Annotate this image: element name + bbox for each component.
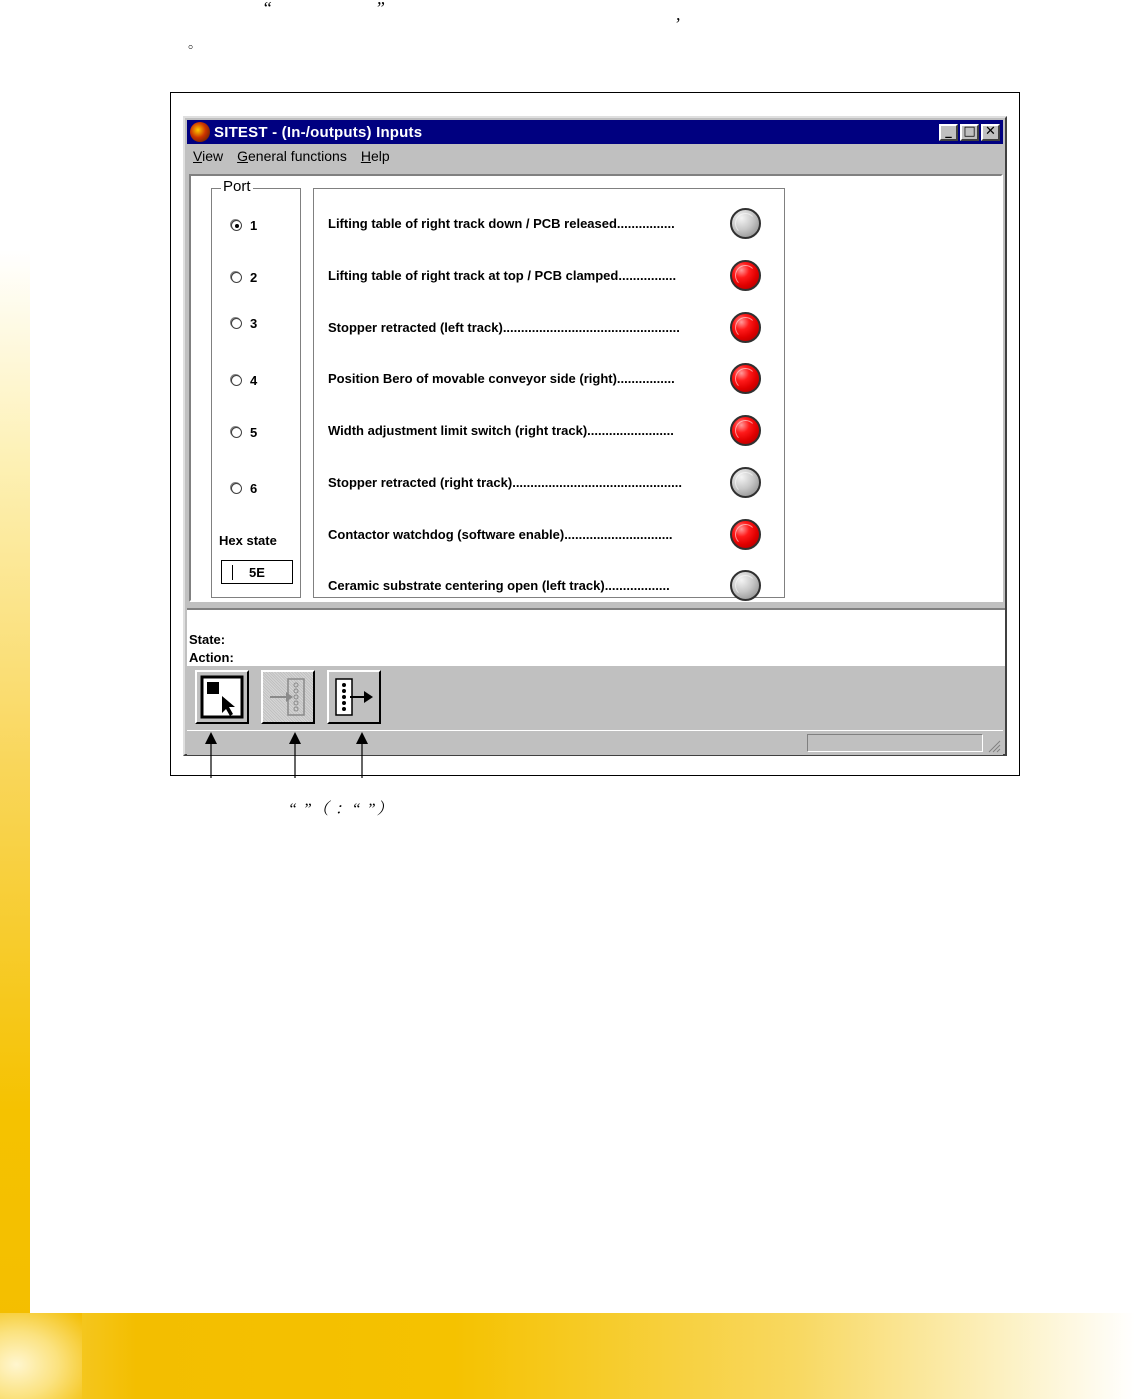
- select-pointer-icon: [200, 675, 244, 719]
- resize-grip-icon[interactable]: [987, 739, 1001, 753]
- arrow-up-icon: [288, 730, 302, 778]
- led-indicator-off: [730, 570, 761, 601]
- menu-general-functions[interactable]: General functions: [237, 148, 347, 164]
- comma-mark: ,: [676, 4, 681, 24]
- hex-state-field[interactable]: [221, 560, 293, 584]
- quote-open-mark: “: [262, 0, 273, 18]
- status-panel: [187, 608, 1005, 666]
- input-label: Lifting table of right track down / PCB released................: [328, 215, 675, 231]
- toolbar: [195, 670, 381, 724]
- text-cursor: [232, 565, 233, 580]
- inputs-group: [313, 188, 785, 598]
- window-controls: [939, 124, 1000, 141]
- input-row: [328, 412, 768, 448]
- client-area: [189, 174, 1003, 602]
- action-label: Action:: [189, 650, 234, 665]
- input-label: Lifting table of right track at top / PCB clamped................: [328, 267, 677, 283]
- hex-state-label: Hex state: [219, 533, 277, 548]
- state-label: State:: [189, 632, 226, 647]
- decorative-bottom-band: [0, 1313, 1135, 1399]
- port-radio-6[interactable]: [231, 481, 257, 496]
- output-module-button[interactable]: [327, 670, 381, 724]
- radio-button[interactable]: [231, 483, 242, 494]
- input-row: [328, 257, 768, 293]
- led-indicator-on: [730, 312, 761, 343]
- port-radio-label: 1: [250, 218, 258, 233]
- port-radio-label: 6: [250, 481, 258, 496]
- port-radio-label: 5: [250, 425, 258, 440]
- port-radio-2[interactable]: [231, 270, 257, 285]
- sitest-window: [183, 116, 1007, 756]
- port-radio-label: 3: [250, 316, 258, 331]
- led-indicator-on: [730, 260, 761, 291]
- select-tool-button[interactable]: [195, 670, 249, 724]
- input-row: [328, 516, 768, 552]
- window-title: SITEST - (In-/outputs) Inputs: [214, 123, 423, 141]
- port-radio-5[interactable]: [231, 425, 257, 440]
- port-radio-label: 2: [250, 270, 258, 285]
- input-row: [328, 309, 768, 345]
- title-bar[interactable]: [187, 120, 1003, 144]
- input-label: Contactor watchdog (software enable)..............................: [328, 526, 673, 542]
- port-group-legend: Port: [223, 178, 251, 195]
- input-label: Width adjustment limit switch (right track)........................: [328, 422, 674, 438]
- input-row: [328, 567, 768, 603]
- input-row: [328, 205, 768, 241]
- status-bar-field: [807, 734, 983, 752]
- led-indicator-off: [730, 208, 761, 239]
- led-indicator-off: [730, 467, 761, 498]
- radio-button[interactable]: [231, 375, 242, 386]
- led-indicator-on: [730, 363, 761, 394]
- hex-state-value: 5E: [249, 565, 265, 580]
- maximize-button[interactable]: □: [960, 124, 979, 141]
- status-bar: [187, 730, 1003, 755]
- menu-view[interactable]: View: [193, 148, 224, 164]
- quote-close-mark: ”: [375, 0, 386, 18]
- input-row: [328, 464, 768, 500]
- menu-bar: [193, 148, 390, 168]
- decorative-corner-swirl: [0, 1313, 82, 1399]
- menu-help[interactable]: Help: [360, 148, 390, 164]
- radio-button[interactable]: [231, 220, 242, 231]
- port-radio-3[interactable]: [231, 316, 257, 331]
- radio-button[interactable]: [231, 272, 242, 283]
- port-radio-4[interactable]: [231, 373, 257, 388]
- input-module-icon: [266, 675, 310, 719]
- close-button[interactable]: ✕: [981, 124, 1000, 141]
- radio-button[interactable]: [231, 427, 242, 438]
- figure-caption: “ ”（ ：“ ”）: [288, 801, 394, 818]
- arrow-up-icon: [204, 730, 218, 778]
- port-radio-label: 4: [250, 373, 258, 388]
- input-label: Position Bero of movable conveyor side (right)................: [328, 370, 675, 386]
- input-row: [328, 360, 768, 396]
- input-label: Stopper retracted (right track)...............................................: [328, 474, 682, 490]
- radio-button[interactable]: [231, 318, 242, 329]
- period-mark: 。: [188, 37, 202, 52]
- decorative-left-band: [0, 250, 30, 1399]
- led-indicator-on: [730, 415, 761, 446]
- output-module-icon: [332, 675, 376, 719]
- input-module-button[interactable]: [261, 670, 315, 724]
- input-label: Stopper retracted (left track).................................................: [328, 319, 680, 335]
- port-radio-1[interactable]: [231, 218, 257, 233]
- input-label: Ceramic substrate centering open (left track)..................: [328, 577, 670, 593]
- led-indicator-on: [730, 519, 761, 550]
- minimize-button[interactable]: _: [939, 124, 958, 141]
- app-icon[interactable]: [190, 122, 210, 142]
- arrow-up-icon: [355, 730, 369, 778]
